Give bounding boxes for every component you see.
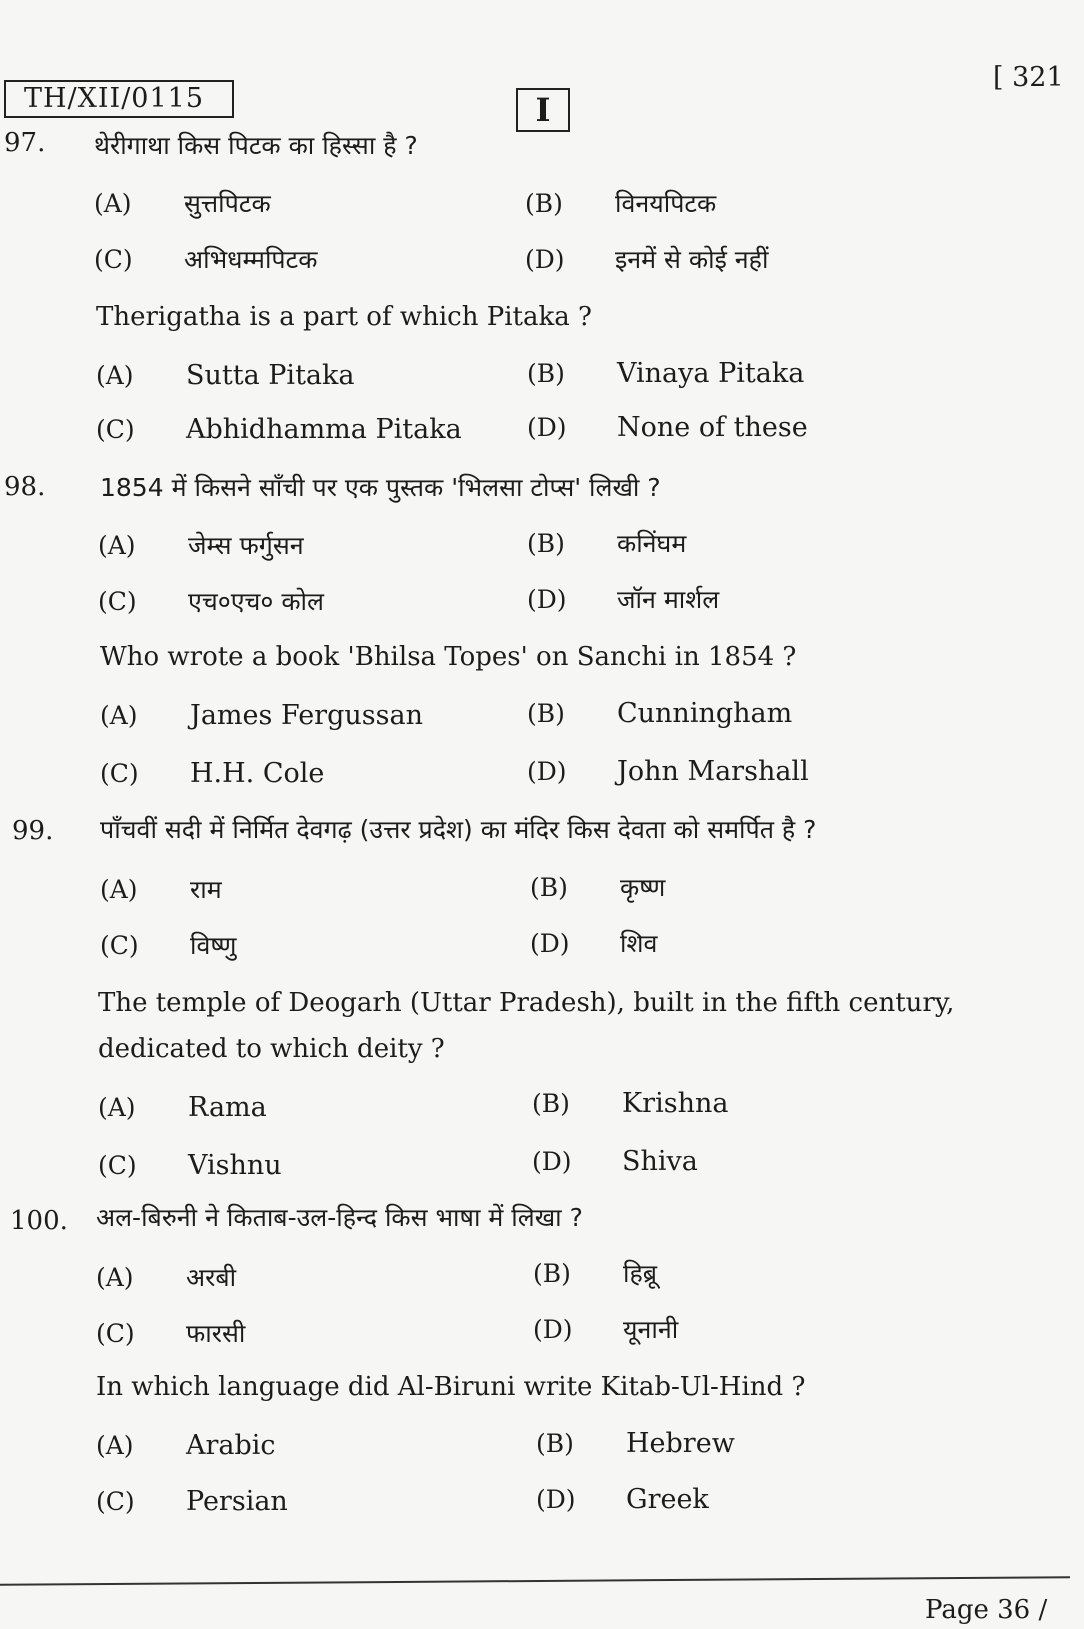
question-number: 97. xyxy=(4,128,46,158)
option-english xyxy=(527,358,804,389)
option-text: अरबी xyxy=(186,1263,237,1292)
option-text: सुत्तपिटक xyxy=(184,189,271,218)
option-letter: (C) xyxy=(96,1487,135,1516)
option-letter: (C) xyxy=(96,415,135,444)
option-english xyxy=(527,698,792,729)
option-text: Abhidhamma Pitaka xyxy=(186,414,462,445)
option-letter: (A) xyxy=(96,1431,134,1460)
option-english xyxy=(536,1428,735,1459)
option-text: कनिंघम xyxy=(617,529,687,558)
option-text: Vinaya Pitaka xyxy=(617,358,805,389)
option-hindi xyxy=(530,870,665,904)
option-english xyxy=(96,360,354,391)
question-text-english: The temple of Deogarh (Uttar Pradesh), built in the fifth century, dedicated to which deity ? xyxy=(98,988,955,1064)
option-letter: (B) xyxy=(530,873,568,902)
option-letter: (A) xyxy=(98,531,136,560)
option-letter: (A) xyxy=(96,361,134,390)
option-text: Rama xyxy=(188,1092,267,1123)
option-text: राम xyxy=(190,875,222,904)
option-letter: (D) xyxy=(527,585,567,614)
option-text: None of these xyxy=(617,412,808,443)
question-text-english: In which language did Al-Biruni write Kitab-Ul-Hind ? xyxy=(96,1372,806,1402)
option-text: Persian xyxy=(186,1486,288,1517)
option-english xyxy=(532,1146,698,1177)
question-text-hindi: थेरीगाथा किस पिटक का हिस्सा है ? xyxy=(94,131,418,160)
option-hindi xyxy=(533,1312,678,1346)
question-text-hindi: अल-बिरुनी ने किताब-उल-हिन्द किस भाषा में लिखा ? xyxy=(96,1203,583,1232)
option-hindi xyxy=(527,526,686,560)
option-letter: (A) xyxy=(96,1263,134,1292)
option-text: H.H. Cole xyxy=(190,758,325,789)
option-text: इनमें से कोई नहीं xyxy=(615,245,769,274)
set-box xyxy=(516,88,570,132)
option-text: हिब्रू xyxy=(623,1259,658,1288)
option-text: Krishna xyxy=(622,1088,729,1119)
option-text: Vishnu xyxy=(188,1150,282,1181)
option-english xyxy=(100,700,423,731)
set-label: I xyxy=(535,91,551,129)
option-letter: (B) xyxy=(525,189,563,218)
option-english xyxy=(98,1092,267,1123)
option-text: विनयपिटक xyxy=(615,189,717,218)
question-text-english: Therigatha is a part of which Pitaka ? xyxy=(96,302,592,332)
option-text: Arabic xyxy=(186,1430,276,1461)
option-text: John Marshall xyxy=(617,756,809,787)
footer-divider xyxy=(0,1576,1070,1585)
option-english xyxy=(527,412,808,443)
option-english xyxy=(536,1484,709,1515)
paper-code: TH/XII/0115 xyxy=(24,83,205,114)
option-hindi xyxy=(525,186,716,220)
option-hindi xyxy=(98,528,304,562)
option-letter: (A) xyxy=(94,189,132,218)
option-english xyxy=(532,1088,728,1119)
option-hindi xyxy=(530,926,657,960)
option-hindi xyxy=(98,584,324,618)
option-letter: (D) xyxy=(532,1147,572,1176)
option-text: Sutta Pitaka xyxy=(186,360,355,391)
option-english xyxy=(96,414,462,445)
option-letter: (B) xyxy=(527,699,565,728)
option-hindi xyxy=(533,1256,657,1290)
option-letter: (A) xyxy=(100,875,138,904)
option-letter: (B) xyxy=(527,529,565,558)
option-letter: (A) xyxy=(100,701,138,730)
option-letter: (D) xyxy=(525,245,565,274)
option-text: Hebrew xyxy=(626,1428,735,1459)
option-letter: (B) xyxy=(527,359,565,388)
option-text: यूनानी xyxy=(623,1315,679,1344)
option-letter: (D) xyxy=(533,1315,573,1344)
question-text-english: Who wrote a book 'Bhilsa Topes' on Sanchi in 1854 ? xyxy=(100,642,797,672)
option-hindi xyxy=(100,872,222,906)
option-letter: (D) xyxy=(527,757,567,786)
option-letter: (B) xyxy=(533,1259,571,1288)
option-hindi xyxy=(94,242,317,276)
question-number: 99. xyxy=(12,816,54,846)
option-text: James Fergussan xyxy=(190,700,423,731)
option-hindi xyxy=(94,186,271,220)
option-letter: (C) xyxy=(98,1151,137,1180)
option-letter: (C) xyxy=(94,245,133,274)
option-text: Cunningham xyxy=(617,698,793,729)
option-text: विष्णु xyxy=(190,931,237,960)
option-english xyxy=(98,1150,282,1181)
option-letter: (B) xyxy=(532,1089,570,1118)
option-text: एच०एच० कोल xyxy=(188,587,324,616)
option-letter: (D) xyxy=(536,1485,576,1514)
option-letter: (C) xyxy=(98,587,137,616)
option-text: अभिधम्मपिटक xyxy=(184,245,318,274)
option-letter: (C) xyxy=(96,1319,135,1348)
option-text: शिव xyxy=(620,929,658,958)
option-text: Shiva xyxy=(622,1146,698,1177)
option-letter: (A) xyxy=(98,1093,136,1122)
option-letter: (B) xyxy=(536,1429,574,1458)
paper-code-box xyxy=(4,80,234,118)
option-letter: (D) xyxy=(530,929,570,958)
option-hindi xyxy=(96,1316,245,1350)
option-hindi xyxy=(525,242,768,276)
option-letter: (C) xyxy=(100,931,139,960)
option-english xyxy=(96,1430,276,1461)
option-text: फारसी xyxy=(186,1319,246,1348)
option-hindi xyxy=(96,1260,236,1294)
option-text: कृष्ण xyxy=(620,873,666,902)
question-text-hindi: 1854 में किसने साँची पर एक पुस्तक 'भिलसा टोप्स' लिखी ? xyxy=(100,473,661,502)
option-english xyxy=(527,756,809,787)
option-letter: (D) xyxy=(527,413,567,442)
question-number: 100. xyxy=(10,1206,68,1236)
option-text: जॉन मार्शल xyxy=(617,585,720,614)
option-letter: (C) xyxy=(100,759,139,788)
footer-page-label: Page 36 / xyxy=(925,1595,1048,1625)
option-hindi xyxy=(100,928,237,962)
option-english xyxy=(96,1486,288,1517)
option-text: जेम्स फर्गुसन xyxy=(188,531,304,560)
option-hindi xyxy=(527,582,719,616)
option-english xyxy=(100,758,324,789)
question-number: 98. xyxy=(4,472,46,502)
page-number: [ 321 xyxy=(993,62,1064,93)
question-text-hindi: पाँचवीं सदी में निर्मित देवगढ़ (उत्तर प्रदेश) का मंदिर किस देवता को समर्पित है ? xyxy=(100,815,817,844)
option-text: Greek xyxy=(626,1484,709,1515)
